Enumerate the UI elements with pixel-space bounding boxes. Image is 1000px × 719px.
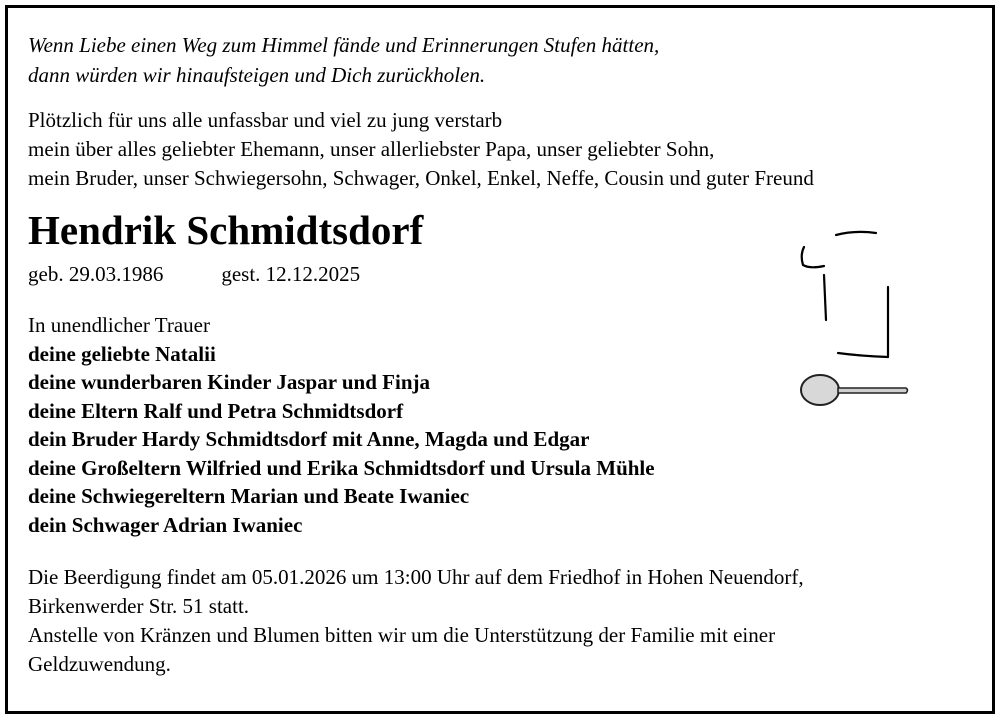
- mourner-line: deine Schwiegereltern Marian und Beate Iwaniec: [28, 484, 470, 508]
- intro-text: [28, 106, 814, 193]
- motto-quote: [28, 30, 659, 90]
- mourner-line: deine Großeltern Wilfried und Erika Schmidtsdorf und Ursula Mühle: [28, 455, 655, 480]
- funeral-line: Birkenwerder Str. 51 statt.: [28, 594, 250, 618]
- wooden-spoon-icon: [801, 375, 908, 405]
- chef-hat-icon: [802, 232, 888, 357]
- death-date: gest. 12.12.2025: [221, 262, 361, 286]
- mourner-line: deine geliebte Natalii: [28, 341, 216, 366]
- funeral-line: Die Beerdigung findet am 05.01.2026 um 13:00 Uhr auf dem Friedhof in Hohen Neuendorf,: [28, 565, 804, 589]
- funeral-line: Geldzuwendung.: [28, 652, 171, 676]
- mourner-line: deine Eltern Ralf und Petra Schmidtsdorf: [28, 398, 404, 423]
- motto-line: dann würden wir hinaufsteigen und Dich zurückholen.: [28, 63, 486, 87]
- life-dates: [28, 260, 360, 288]
- funeral-info: [28, 563, 804, 679]
- funeral-line: Anstelle von Kränzen und Blumen bitten wir um die Unterstützung der Familie mit einer: [28, 623, 776, 647]
- cooking-illustration: [780, 225, 930, 430]
- intro-line: mein Bruder, unser Schwiegersohn, Schwager, Onkel, Enkel, Neffe, Cousin und guter Freund: [28, 166, 814, 190]
- mourner-line: dein Schwager Adrian Iwaniec: [28, 512, 303, 537]
- intro-line: Plötzlich für uns alle unfassbar und viel zu jung verstarb: [28, 108, 503, 132]
- deceased-name: Hendrik Schmidtsdorf: [28, 207, 424, 253]
- motto-line: Wenn Liebe einen Weg zum Himmel fände und Erinnerungen Stufen hätten,: [28, 33, 660, 57]
- intro-line: mein über alles geliebter Ehemann, unser allerliebster Papa, unser geliebter Sohn,: [28, 137, 715, 161]
- mourner-line: dein Bruder Hardy Schmidtsdorf mit Anne, Magda und Edgar: [28, 427, 590, 451]
- mourning-intro: In unendlicher Trauer: [28, 313, 210, 337]
- mourner-line: deine wunderbaren Kinder Jaspar und Finja: [28, 370, 431, 394]
- mourners-list: [28, 311, 655, 539]
- birth-date: geb. 29.03.1986: [28, 262, 164, 286]
